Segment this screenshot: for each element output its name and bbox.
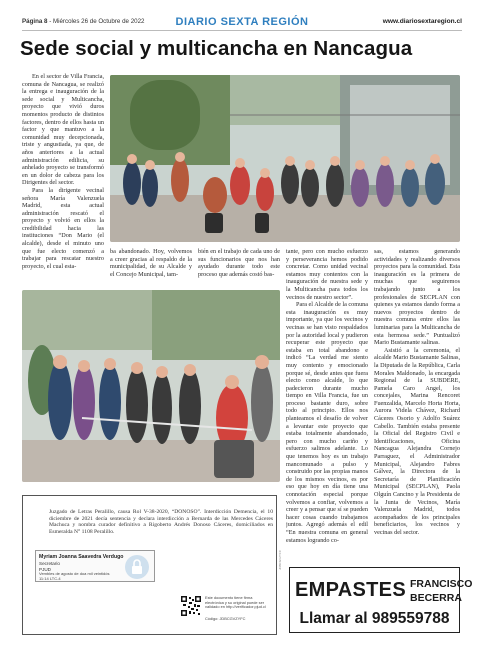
masthead: DIARIO SEXTA REGIÓN — [175, 16, 309, 28]
ad-phone: Llamar al 989559788 — [299, 610, 450, 627]
advertisement-empastes — [289, 567, 473, 633]
headline: Sede social y multicancha en Nancagua — [20, 37, 413, 60]
validation-code: Código: JDBCGVZYFC — [205, 616, 246, 621]
website: www.diariosextaregion.cl — [382, 18, 462, 25]
signer-name: Myriam Joanna Saavedra Verdugo — [39, 554, 124, 560]
article-paragraph: Asistió a la ceremonia, el alcalde Mario Bustamante Salinas, la Diputada de la República, Carla Morales Maldonado, la encargada Regional de la SUBDERE, Pamela Caro Angel, los concejales, Marina Rencoret Fuenzalida, Marcelo Horta Horta, Aurora Videla Chávez, Richard Cáceres Osorio y Adolfo Suárez Cabello. También estaba presente la Oficial del Registro Civil e Identificaciones, Oficina Nancagua Alejandra Cornejo Parraguez, el Administrador Municipal, Alejandro Fabres Gálvez, la Directora de la Secretaría de Planificación Municipal (SECPLAN), Paola Olguín Cancino y la Presidenta de la Junta de Vecinos, María Valenzuela Madrid, todos acompañados de los principales beneficiarios, los vecinos y vecinas del sector. — [374, 346, 460, 536]
article-paragraph: bién en el trabajo de cada uno de sus funcionarios que nos han ayudado durante todo este proceso que además costó bas- — [198, 248, 280, 278]
article-column-2 — [110, 248, 192, 288]
lock-icon — [125, 555, 149, 579]
signer-role: Secretario — [39, 561, 60, 566]
article-paragraph: tante, pero con mucho esfuerzo y perseverancia hemos podido concretar. Como unidad vecinal estamos muy contentos con la inauguración de nuestra sede y la Multicancha para todos los vecinos de nuestro sector”. — [286, 248, 368, 301]
article-paragraph: Para la dirigente vecinal señora María Valenzuela Madrid, esta actual administración rescató el proyecto y volvió en ellos la credibilidad hacia las instituciones “Don Mario (el alcalde), desde el minuto uno que fue electo comenzó a trabajar para rescatar nuestro proyecto, el cual esta- — [22, 186, 104, 270]
electronic-signature-box — [35, 550, 155, 582]
legal-notice — [22, 495, 277, 635]
ad-title: EMPASTES — [295, 579, 406, 601]
article-column-4 — [286, 248, 368, 571]
page-header — [22, 17, 462, 31]
article-column-5 — [374, 248, 460, 564]
article-paragraph: ba abandonado. Hoy, volvemos a creer gracias al respaldo de la municipalidad, de su Alcalde y el Concejo Municipal, tam- — [110, 248, 192, 278]
photo-ribbon-cutting — [22, 290, 280, 482]
issue-date: - Miércoles 26 de Octubre de 2022 — [49, 18, 145, 25]
ad-name-first: FRANCISCO — [410, 578, 473, 590]
legal-notice-text: Juzgado de Letras Peralillo, causa Rol V-38-2020, “DONOSO”. Interdicción Demencia, el 10 diciembre de 2021 decía sentencia y declara interdicción a Bernarda de las Mercedes Cáceres Machuca y nombra curador definitivo a Rigoberto Andrés Donoso Cáceres, domiciliados en Esmeralda N° 1108 Peralillo. — [49, 509, 273, 535]
ad-name-last: BECERRA — [410, 592, 462, 604]
page-number: Página 8 — [22, 18, 48, 25]
article-column-3 — [198, 248, 280, 288]
side-code: JDBCGVZYFC — [278, 549, 282, 570]
article-paragraph: En el sector de Villa Francia, comuna de Nancagua, se realizó la entrega e inauguración de la sede social y Multicancha, proyecto que vivió duros momentos producto de distintos factores, dentro de ellos hasta un factor y que mantuvo a la comunidad muy decepcionada, triste y angustiada, ya que, de años anteriores a la actual administración edilicia, su anhelado proyecto se transformó en un dolor de cabeza para los Dirigentes del sector. — [22, 73, 104, 187]
article-paragraph: Para el Alcalde de la comuna esta inauguración es muy importante, ya que los vecinos y vecinas se han visto respaldados por la autoridad local y pudieron recuperar este proyecto que estaba en total abandono e indicó “La verdad me siento muy contento y emocionado porque sé, desde antes que fuera electo como alcalde, lo que padecieron durante mucho tiempo en Villa Francia, fue un proceso bastante duro, sobre todo al principio. Ellos nos planteamos el desafío de volver a levantar este proyecto que estaba totalmente abandonado, pero con mucho cariño y esfuerzo salimos adelante. Lo que tenemos hoy es un trabajo mancomunado a pulso y construido por las propias manos de los mismos vecinos, es por eso que hoy en día tiene una connotación especial porque volvemos a confiar, volvemos a creer y a pensar que sí se pueden hacer cosas cuando trabajamos juntos. Agregó además el edil “En nuestra comuna en general estamos logrando co- — [286, 301, 368, 544]
qr-validation-text: Este documento tiene firma electrónica y su original puede ser validado en http://verificador.pjud.cl — [205, 595, 266, 609]
signature-date: Vembles de agosto de doa mil veintidós 11:14 LTC-4 — [39, 571, 110, 581]
qr-code-icon — [181, 596, 201, 616]
article-column-1 — [22, 73, 104, 313]
article-paragraph: sas, estamos generando actividades y realizando diversos proyectos para la comunidad. Esta inauguración es la primera de muchas que seguiremos trabajando junto a los profesionales de SECPLAN con quienes ya estamos dando forma a nuevos proyectos dentro de nuestra comuna entre ellos las luminarias para la Multicancha de esta hermosa sede.” Puntualizó Mario Bustamante salinas. — [374, 248, 460, 347]
photo-ceremony-group — [110, 75, 460, 242]
signer-org: PJUD — [39, 567, 51, 572]
